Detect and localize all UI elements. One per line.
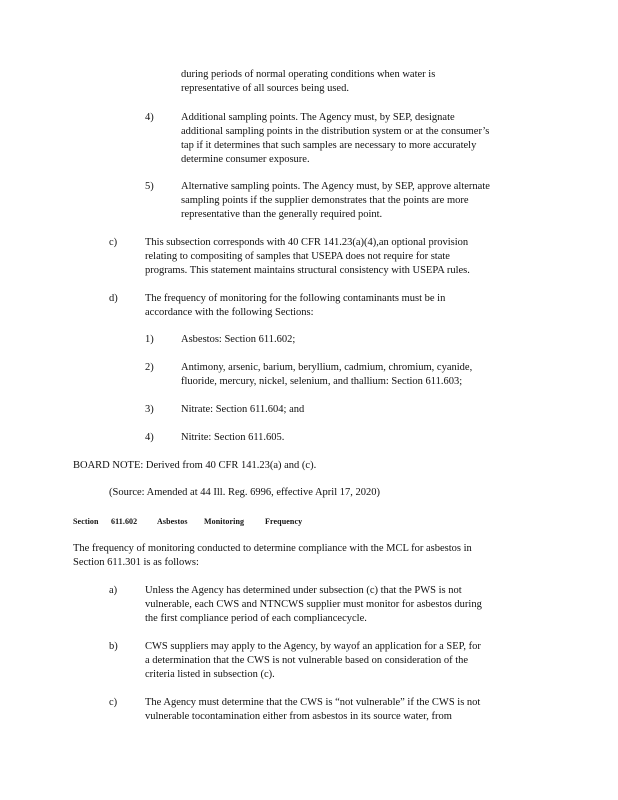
item-4-line-4: determine consumer exposure. — [181, 154, 310, 165]
item-4-line-2: additional sampling points in the distribution system or at the consumer’s — [181, 126, 490, 137]
item-5-line-1: Alternative sampling points. The Agency must, by SEP, approve alternate — [181, 181, 490, 192]
item-c-label: c) — [109, 237, 118, 248]
item-d3-label: 3) — [145, 404, 154, 415]
item-b-line-3: criteria listed in subsection (c). — [145, 669, 275, 680]
item-b-line-2: a determination that the CWS is not vulnerable based on consideration of the — [145, 655, 469, 666]
item-d4-label: 4) — [145, 432, 154, 443]
item-d2-label: 2) — [145, 362, 154, 373]
board-note: BOARD NOTE: Derived from 40 CFR 141.23(a) and (c). — [73, 460, 317, 471]
continuation-line-1: during periods of normal operating conditions when water is — [181, 69, 436, 80]
item-d-line-1: The frequency of monitoring for the following contaminants must be in — [145, 293, 446, 304]
item-a-line-1: Unless the Agency has determined under subsection (c) that the PWS is not — [145, 585, 462, 596]
item-d2-line-1: Antimony, arsenic, barium, beryllium, cadmium, chromium, cyanide, — [181, 362, 473, 373]
item-d4-line-1: Nitrite: Section 611.605. — [181, 432, 285, 443]
item-d-line-2: accordance with the following Sections: — [145, 307, 314, 318]
continuation-line-2: representative of all sources being used. — [181, 83, 349, 94]
item-a-label: a) — [109, 585, 118, 596]
heading-title-word-2: Monitoring — [204, 517, 245, 526]
source-note: (Source: Amended at 44 Ill. Reg. 6996, effective April 17, 2020) — [109, 487, 380, 498]
item-4-line-3: tap if it determines that such samples are necessary to more accurately — [181, 140, 477, 151]
item-b-label: b) — [109, 641, 118, 652]
item-d-label: d) — [109, 293, 118, 304]
item-4-label: 4) — [145, 112, 154, 123]
heading-title-word-3: Frequency — [265, 517, 303, 526]
item-c2-line-1: The Agency must determine that the CWS is “not vulnerable” if the CWS is not — [145, 697, 481, 708]
heading-title-word-1: Asbestos — [157, 517, 188, 526]
item-c-line-1: This subsection corresponds with 40 CFR 141.23(a)(4),an optional provision — [145, 237, 469, 248]
section-heading — [73, 515, 302, 529]
item-c2-line-2: vulnerable tocontamination either from asbestos in its source water, from — [145, 711, 452, 722]
item-d1-line-1: Asbestos: Section 611.602; — [181, 334, 296, 345]
heading-section-number: 611.602 — [111, 517, 138, 526]
item-c2-label: c) — [109, 697, 118, 708]
item-a-line-3: the first compliance period of each compliancecycle. — [145, 613, 367, 624]
item-d1-label: 1) — [145, 334, 154, 345]
intro-line-1: The frequency of monitoring conducted to determine compliance with the MCL for asbestos in — [73, 543, 472, 554]
item-5-line-3: representative than the generally required point. — [181, 209, 383, 220]
item-b-line-1: CWS suppliers may apply to the Agency, by wayof an application for a SEP, for — [145, 641, 481, 652]
item-c-line-2: relating to compositing of samples that USEPA does not require for state — [145, 251, 450, 262]
heading-section-word: Section — [73, 517, 99, 526]
item-d2-line-2: fluoride, mercury, nickel, selenium, and thallium: Section 611.603; — [181, 376, 463, 387]
item-4-line-1: Additional sampling points. The Agency must, by SEP, designate — [181, 112, 455, 123]
item-5-line-2: sampling points if the supplier demonstrates that the points are more — [181, 195, 469, 206]
item-c-line-3: programs. This statement maintains structural consistency with USEPA rules. — [145, 265, 470, 276]
intro-line-2: Section 611.301 is as follows: — [73, 557, 199, 568]
item-d3-line-1: Nitrate: Section 611.604; and — [181, 404, 305, 415]
item-a-line-2: vulnerable, each CWS and NTNCWS supplier must monitor for asbestos during — [145, 599, 482, 610]
item-5-label: 5) — [145, 181, 154, 192]
